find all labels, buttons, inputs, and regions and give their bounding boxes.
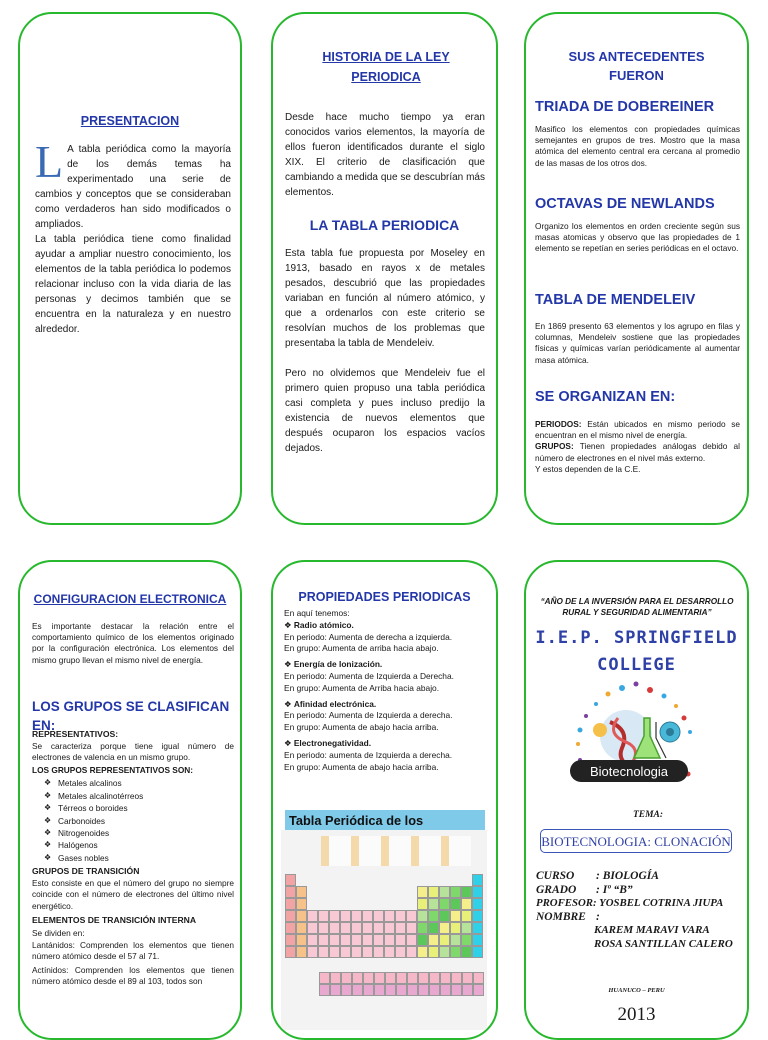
periodic-table-cell — [374, 972, 385, 984]
tema-label: TEMA: — [632, 810, 664, 820]
mendeleiv-text: En 1869 presento 63 elementos y los agrupo en filas y columnas, Mendeleiv sostiene que las propiedades físicas y químicas varían periódicamente al aumentar masa atómica. — [535, 321, 740, 365]
student-name-1: KAREM MARAVI VARA — [594, 924, 710, 937]
transicion-heading: GRUPOS DE TRANSICIÓN — [32, 866, 140, 877]
panel-portada — [524, 560, 749, 1040]
periodic-table-cell — [406, 946, 417, 958]
prop-line: En periodo: Aumenta de derecha a izquierda. — [284, 631, 453, 642]
diamond-bullet-icon: ❖ — [44, 778, 52, 788]
periodic-table-cell — [285, 898, 296, 910]
newlands-heading: OCTAVAS DE NEWLANDS — [535, 196, 715, 212]
presentacion-para2: La tabla periódica tiene como finalidad ayudar a ampliar nuestro conocimiento, los elementos de la tabla periódica lo podemos relacionar incluso con la vida diaria de las personas y decimos también que se encuentra en la naturaleza y en nuestro alrededor. — [35, 234, 231, 335]
periodic-table-cell — [395, 910, 406, 922]
periodic-table-cell — [384, 934, 395, 946]
prop-name: ❖ Electronegatividad. — [284, 737, 372, 748]
periodic-table-cell — [439, 934, 450, 946]
periodic-table-cell — [461, 946, 472, 958]
biotech-logo — [560, 678, 700, 798]
prop-line: En grupo: Aumenta de arriba hacia abajo. — [284, 643, 439, 654]
panel-antecedentes — [524, 12, 749, 525]
historia-para: Desde hace mucho tiempo ya eran conocidos varios elementos, la mayoría de ellos fueron identificados durante el siglo XIX. El criterio de clasificación que cambiando a medida que se descubrían más elementos. — [285, 112, 485, 198]
periodic-table-cell — [417, 922, 428, 934]
periodic-table-cell — [439, 922, 450, 934]
periodic-table-cell — [285, 946, 296, 958]
periodic-table-cell — [384, 946, 395, 958]
periodic-table-cell — [329, 910, 340, 922]
periodic-table-cell — [417, 934, 428, 946]
periodic-table-cell — [340, 910, 351, 922]
periodic-table-legend — [321, 836, 471, 866]
periodic-table-cell — [285, 934, 296, 946]
periodic-table-cell — [296, 934, 307, 946]
prop-line: En grupo: Aumenta de abajo hacia arriba. — [284, 722, 439, 733]
year: 2013 — [617, 1003, 656, 1025]
periodic-table-cell — [461, 922, 472, 934]
periodic-table-cell — [285, 910, 296, 922]
periodic-table-cell — [341, 984, 352, 996]
periodic-table-cell — [428, 922, 439, 934]
list-item: ❖ Gases nobles — [44, 852, 109, 863]
periodic-table-cell — [450, 946, 461, 958]
periodic-table-cell — [417, 898, 428, 910]
interna-text: Se dividen en: — [32, 927, 85, 938]
diamond-bullet-icon: ❖ — [284, 659, 294, 670]
periodic-table-cell — [373, 934, 384, 946]
diamond-bullet-icon: ❖ — [284, 619, 294, 630]
panel-propiedades — [271, 560, 498, 1040]
periodic-table-cell — [341, 972, 352, 984]
transicion-text: Esto consiste en que el número del grupo no siempre coincide con el número de electrones del último nivel energético. — [32, 878, 234, 911]
list-item: ❖ Térreos o boroides — [44, 803, 128, 814]
grado-row: GRADO : Iº “B” — [536, 883, 633, 896]
periodic-table-cell — [472, 946, 483, 958]
grupos-clasifican-heading: LOS GRUPOS SE CLASIFICAN EN: — [32, 699, 230, 733]
periodic-table-cell — [451, 972, 462, 984]
presentacion-para1: L A tabla periódica como la mayoría de los demás temas ha experimentado una serie de cambios y conceptos que se consideraban como verdaderos han sido modificados o ampliados. — [35, 136, 231, 230]
periodic-table-cell — [296, 946, 307, 958]
periodic-table-cell — [396, 984, 407, 996]
periodic-table-cell — [319, 984, 330, 996]
periodic-table-cell — [329, 946, 340, 958]
periodic-table-cell — [428, 898, 439, 910]
periodic-table-cell — [363, 984, 374, 996]
representativos-text: Se caracteriza porque tiene igual número de electrones de valencia en un mismo grupo. — [32, 741, 234, 763]
periodic-table-cell — [407, 972, 418, 984]
prop-name: ❖ Radio atómico. — [284, 619, 354, 630]
propiedades-intro: En aquí tenemos: — [284, 608, 350, 618]
periodic-table-cell — [307, 910, 318, 922]
mendeleiv-para: Pero no olvidemos que Mendeleiv fue el primero quien propuso una tabla periódica casi completa y pues incluso predijo la existencia de nuevos elementos que después ocuparon los espacios vacíos dejados. — [285, 368, 485, 454]
periodic-table-cell — [439, 886, 450, 898]
diamond-bullet-icon: ❖ — [44, 803, 52, 813]
prop-name: ❖ Energía de Ionización. — [284, 659, 383, 670]
diamond-bullet-icon: ❖ — [284, 698, 294, 709]
periodic-table-cell — [373, 946, 384, 958]
profesor-row: PROFESOR: YOSBEL COTRINA JIUPA — [536, 897, 724, 910]
periodic-table-cell — [417, 886, 428, 898]
representativos-son: LOS GRUPOS REPRESENTATIVOS SON: — [32, 765, 194, 776]
prop-line: En periodo: aumenta de Izquierda a derecha. — [284, 749, 453, 760]
periodic-table-cell — [351, 922, 362, 934]
periodic-table-cell — [319, 972, 330, 984]
diamond-bullet-icon: ❖ — [44, 840, 52, 850]
periodic-table-cell — [406, 922, 417, 934]
periodic-table-cell — [472, 874, 483, 886]
periodic-table-cell — [340, 934, 351, 946]
periodic-table-cell — [330, 972, 341, 984]
periodic-table-cell — [362, 934, 373, 946]
periodic-table-cell — [429, 972, 440, 984]
periodic-table-cell — [296, 886, 307, 898]
prop-line: En periodo: Aumenta de Izquierda a derecha. — [284, 710, 453, 721]
prop-line: En periodo: Aumenta de Izquierda a Derecha. — [284, 670, 454, 681]
periodic-table-cell — [418, 984, 429, 996]
list-item: ❖ Metales alcalinotérreos — [44, 790, 144, 801]
periodic-table-cell — [428, 946, 439, 958]
periodic-table-cell — [472, 934, 483, 946]
periodic-table-cell — [296, 922, 307, 934]
tema-box: BIOTECNOLOGIA: CLONACIÓN — [540, 829, 732, 853]
periodic-table-cell — [450, 886, 461, 898]
presentacion-title: PRESENTACION — [80, 114, 180, 128]
actinidos-text: Actínidos: Comprenden los elementos que tienen número atómico desde el 89 al 103, todos son — [32, 965, 234, 987]
grupos-text: GRUPOS: Tienen propiedades análogas debido al número de electrones en el nivel más externo. — [535, 441, 740, 463]
periodic-table-cell — [363, 972, 374, 984]
periodic-table-image — [281, 830, 487, 1030]
periodic-table-cell — [440, 984, 451, 996]
periodic-table-cell — [385, 984, 396, 996]
periodic-table-cell — [384, 910, 395, 922]
periodic-table-cell — [461, 934, 472, 946]
place: HUANUCO – PERU — [608, 987, 665, 994]
list-item: ❖ Carbonoides — [44, 815, 106, 826]
newlands-text: Organizo los elementos en orden creciente según sus masas atomicas y observo que las propiedades de 1 elemento se repetían en series periódicas en el octavo. — [535, 221, 740, 254]
triada-heading: TRIADA DE DOBEREINER — [535, 99, 715, 115]
historia-title: HISTORIA DE LA LEY PERIODICA — [322, 50, 450, 84]
periodic-table-cell — [472, 922, 483, 934]
periodic-table-cell — [373, 910, 384, 922]
diamond-bullet-icon: ❖ — [44, 828, 52, 838]
grupos-extra: Y estos dependen de la C.E. — [535, 463, 641, 474]
diamond-bullet-icon: ❖ — [44, 815, 52, 825]
periodic-table-cell — [462, 984, 473, 996]
periodic-table-cell — [296, 910, 307, 922]
periodic-table-cell — [395, 934, 406, 946]
student-name-2: ROSA SANTILLAN CALERO — [594, 937, 733, 950]
periodic-table-cell — [428, 934, 439, 946]
periodic-table-cell — [461, 910, 472, 922]
periodic-table-cell — [362, 922, 373, 934]
interna-heading: ELEMENTOS DE TRANSICIÓN INTERNA — [32, 914, 197, 925]
periodic-table-cell — [429, 984, 440, 996]
periodic-table-cell — [285, 874, 296, 886]
curso-row: CURSO : BIOLOGÍA — [536, 870, 659, 882]
diamond-bullet-icon: ❖ — [44, 790, 52, 800]
diamond-bullet-icon: ❖ — [44, 852, 52, 862]
representativos-heading: REPRESENTATIVOS: — [32, 729, 119, 739]
periodic-table-cell — [318, 922, 329, 934]
triada-text: Masifico los elementos con propiedades químicas semejantes en grupos de tres. Mostro que la masa atómica del elemento central era cercana al promedio de las masas de los otros dos. — [535, 124, 740, 168]
periodic-table-cell — [472, 910, 483, 922]
periodic-table-cell — [473, 972, 484, 984]
periodic-table-cell — [407, 984, 418, 996]
periodic-table-cell — [418, 972, 429, 984]
periodic-table-cell — [318, 946, 329, 958]
periodic-table-cell — [285, 886, 296, 898]
tabla-periodica-title: LA TABLA PERIODICA — [309, 217, 460, 233]
periodic-table-cell — [318, 910, 329, 922]
propiedades-title: PROPIEDADES PERIODICAS — [298, 590, 471, 604]
periodic-table-cell — [406, 934, 417, 946]
periodic-table-cell — [439, 898, 450, 910]
list-item: ❖ Metales alcalinos — [44, 778, 122, 789]
periodic-table-cell — [440, 972, 451, 984]
representativos-list — [32, 777, 234, 864]
prop-name: ❖ Afinidad electrónica. — [284, 698, 377, 709]
prop-line: En grupo: Aumenta de abajo hacia arriba. — [284, 761, 439, 772]
organizan-heading: SE ORGANIZAN EN: — [535, 389, 676, 405]
periodic-table-cell — [406, 910, 417, 922]
periodic-table-cell — [385, 972, 396, 984]
periodic-table-cell — [373, 922, 384, 934]
periodic-table-cell — [472, 886, 483, 898]
periodic-table-cell — [461, 898, 472, 910]
periodic-table-cell — [428, 886, 439, 898]
periodos-text: PERIODOS: Están ubicados en mismo periodo se encuentran en el mismo nivel de energía. — [535, 419, 740, 441]
motto: “AÑO DE LA INVERSIÓN PARA EL DESARROLLO RURAL Y SEGURIDAD ALIMENTARIA” — [540, 597, 734, 618]
periodic-table-cell — [351, 910, 362, 922]
school-name: I.E.P. SPRINGFIELD — [535, 628, 738, 648]
periodic-table-cell — [330, 984, 341, 996]
periodic-table-cell — [450, 934, 461, 946]
periodic-table-cell — [352, 972, 363, 984]
antecedentes-title: SUS ANTECEDENTES FUERON — [568, 49, 705, 83]
periodic-table-cell — [362, 910, 373, 922]
periodic-table-cell — [340, 922, 351, 934]
periodic-table-cell — [296, 898, 307, 910]
periodic-table-cell — [396, 972, 407, 984]
drop-cap: L — [35, 136, 64, 187]
periodic-table-cell — [461, 886, 472, 898]
periodic-table-cell — [417, 946, 428, 958]
configuracion-title: CONFIGURACION ELECTRONICA — [33, 592, 227, 606]
prop-line: En grupo: Aumenta de Arriba hacia abajo. — [284, 682, 440, 693]
periodic-table-cell — [462, 972, 473, 984]
periodic-table-cell — [450, 910, 461, 922]
panel-historia — [271, 12, 498, 525]
periodic-table-cell — [450, 922, 461, 934]
periodic-table-cell — [450, 898, 461, 910]
periodic-table-cell — [340, 946, 351, 958]
periodic-table-cell — [307, 946, 318, 958]
panel-presentacion — [18, 12, 242, 525]
periodic-table-cell — [307, 934, 318, 946]
periodic-table-cell — [451, 984, 462, 996]
periodic-table-cell — [362, 946, 373, 958]
periodic-table-cell — [374, 984, 385, 996]
lantanidos-text: Lantánidos: Comprenden los elementos que tienen número atómico desde el 57 al 71. — [32, 939, 234, 962]
periodic-table-cell — [351, 934, 362, 946]
logo-text: Biotecnologia — [589, 764, 669, 779]
periodic-table-cell — [329, 922, 340, 934]
periodic-table-cell — [472, 898, 483, 910]
periodic-table-cell — [318, 934, 329, 946]
periodic-table-cell — [285, 922, 296, 934]
periodic-table-cell — [351, 946, 362, 958]
periodic-table-cell — [439, 910, 450, 922]
periodic-table-cell — [395, 922, 406, 934]
periodic-table-cell — [417, 910, 428, 922]
periodic-table-cell — [329, 934, 340, 946]
periodic-table-title: Tabla Periódica de los — [285, 810, 485, 846]
configuracion-text: Es importante destacar la relación entre el comportamiento químico de los elementos originado por la configuración electrónica. Los elementos del mismo grupo llevan el mismo nivel de energía. — [32, 621, 234, 665]
list-item: ❖ Nitrogenoides — [44, 828, 110, 839]
periodic-table-cell — [395, 946, 406, 958]
periodic-table-cell — [307, 922, 318, 934]
periodic-table-cell — [439, 946, 450, 958]
periodic-table-cell — [384, 922, 395, 934]
diamond-bullet-icon: ❖ — [284, 737, 294, 748]
periodic-table-cell — [473, 984, 484, 996]
mendeleiv-heading: TABLA DE MENDELEIV — [535, 292, 696, 308]
nombre-row: NOMBRE : — [536, 910, 600, 923]
tabla-para: Esta tabla fue propuesta por Moseley en 1913, basado en rayos x de metales pesados, descubrió que las propiedades variaban en función al número atómico, y que a ordenarlos con este criterio se resolvían muchos de los problemas que presentaba la tabla de Mendeleiv. — [285, 248, 485, 349]
periodic-table-cell — [352, 984, 363, 996]
periodic-table-cell — [428, 910, 439, 922]
panel-configuracion — [18, 560, 242, 1040]
list-item: ❖ Halógenos — [44, 840, 98, 851]
school-name-2: COLLEGE — [597, 655, 676, 675]
